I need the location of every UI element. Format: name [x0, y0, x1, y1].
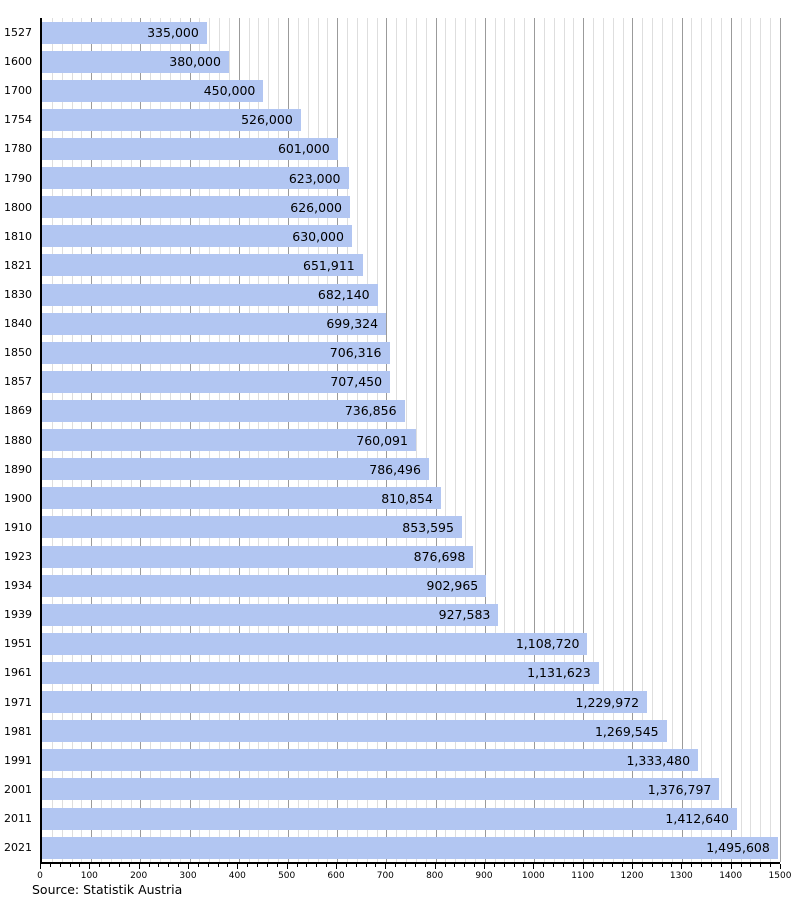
population-bar [42, 196, 350, 218]
x-minor-tick [129, 864, 130, 867]
x-minor-tick [70, 864, 71, 867]
population-bar [42, 691, 647, 713]
year-label: 1821 [4, 258, 32, 272]
year-label: 1890 [4, 462, 32, 476]
x-minor-tick [445, 864, 446, 867]
year-label: 1934 [4, 579, 32, 593]
bar-row [4, 47, 780, 76]
year-label: 1754 [4, 113, 32, 127]
x-tick-label: 1200 [620, 871, 644, 881]
x-minor-tick [602, 864, 603, 867]
population-bar [42, 371, 390, 393]
year-label: 2011 [4, 812, 32, 825]
x-tick-label: 1400 [719, 871, 743, 881]
population-bar [42, 284, 378, 306]
x-tick-label: 1500 [768, 871, 792, 881]
bar-value-label: 630,000 [292, 228, 344, 244]
year-label: 1991 [4, 753, 32, 767]
bar-value-label: 1,376,797 [647, 781, 712, 797]
bar-row [4, 164, 780, 193]
population-bar [42, 662, 599, 684]
year-label: 1971 [4, 695, 32, 709]
x-minor-tick [99, 864, 100, 867]
bar-value-label: 380,000 [169, 54, 221, 70]
x-minor-tick [375, 864, 376, 867]
year-label: 1600 [4, 55, 32, 69]
x-major-tick [533, 864, 534, 869]
x-minor-tick [671, 864, 672, 867]
bar-value-label: 1,333,480 [626, 752, 691, 768]
population-bar [42, 778, 719, 800]
x-minor-tick [208, 864, 209, 867]
x-minor-tick [563, 864, 564, 867]
x-minor-tick [366, 864, 367, 867]
x-minor-tick [701, 864, 702, 867]
population-bar [42, 80, 263, 102]
bar-value-label: 902,965 [426, 578, 479, 594]
bar-value-label: 623,000 [288, 170, 341, 186]
population-bar [42, 167, 349, 189]
x-minor-tick [741, 864, 742, 867]
x-tick-label: 1100 [571, 871, 595, 881]
x-tick-label: 600 [327, 871, 345, 881]
x-tick-label: 1000 [521, 871, 545, 881]
x-minor-tick [612, 864, 613, 867]
x-minor-tick [543, 864, 544, 867]
bar-row [4, 18, 780, 47]
x-minor-tick [523, 864, 524, 867]
bar-row [4, 804, 780, 833]
bar-value-label: 736,856 [344, 403, 397, 419]
population-bar [42, 342, 390, 364]
x-major-tick [435, 864, 436, 869]
x-major-tick [385, 864, 386, 869]
x-major-tick [780, 864, 781, 869]
bar-value-label: 1,108,720 [515, 636, 580, 652]
bar-row [4, 222, 780, 251]
bar-value-label: 699,324 [326, 316, 379, 332]
bar-value-label: 1,131,623 [527, 665, 591, 681]
bar-row [4, 775, 780, 804]
year-label: 1700 [4, 84, 32, 98]
bar-row [4, 542, 780, 571]
x-tick-label: 800 [426, 871, 444, 881]
x-minor-tick [711, 864, 712, 867]
bar-value-label: 707,450 [330, 374, 383, 390]
x-minor-tick [60, 864, 61, 867]
x-tick-label: 200 [130, 871, 148, 881]
year-label: 1840 [4, 317, 32, 331]
x-minor-tick [425, 864, 426, 867]
x-minor-tick [50, 864, 51, 867]
bar-row [4, 338, 780, 367]
x-minor-tick [346, 864, 347, 867]
bar-row [4, 396, 780, 425]
x-minor-tick [662, 864, 663, 867]
x-minor-tick [247, 864, 248, 867]
x-major-tick [89, 864, 90, 869]
x-minor-tick [652, 864, 653, 867]
x-major-tick [287, 864, 288, 869]
year-label: 1961 [4, 666, 32, 680]
bar-value-label: 1,412,640 [665, 811, 730, 826]
x-major-tick [583, 864, 584, 869]
x-minor-tick [395, 864, 396, 867]
population-bar [42, 546, 473, 568]
bar-row [4, 105, 780, 134]
x-major-tick [484, 864, 485, 869]
bar-value-label: 927,583 [438, 607, 491, 623]
x-minor-tick [750, 864, 751, 867]
x-minor-tick [356, 864, 357, 867]
bar-row [4, 455, 780, 484]
x-minor-tick [267, 864, 268, 867]
population-bar [42, 138, 338, 160]
x-minor-tick [553, 864, 554, 867]
year-label: 1790 [4, 171, 32, 185]
x-minor-tick [593, 864, 594, 867]
x-minor-tick [721, 864, 722, 867]
population-bar [42, 516, 462, 538]
x-minor-tick [464, 864, 465, 867]
population-bar [42, 51, 229, 73]
x-minor-tick [168, 864, 169, 867]
bar-row [4, 426, 780, 455]
x-minor-tick [573, 864, 574, 867]
year-label: 1850 [4, 346, 32, 360]
population-bar [42, 109, 301, 131]
x-minor-tick [306, 864, 307, 867]
x-major-tick [40, 864, 41, 869]
bar-value-label: 1,269,545 [594, 723, 659, 739]
population-bar [42, 225, 352, 247]
x-minor-tick [474, 864, 475, 867]
year-label: 1939 [4, 608, 32, 622]
year-label: 1923 [4, 550, 32, 564]
bar-rows [4, 18, 780, 862]
bar-value-label: 760,091 [356, 432, 408, 448]
year-label: 1810 [4, 229, 32, 243]
year-label: 1527 [4, 26, 32, 40]
x-tick-label: 900 [475, 871, 493, 881]
bar-value-label: 651,911 [303, 257, 355, 273]
x-major-tick [139, 864, 140, 869]
x-minor-tick [119, 864, 120, 867]
x-tick-label: 500 [278, 871, 296, 881]
x-tick-label: 100 [80, 871, 98, 881]
bar-value-label: 601,000 [277, 141, 330, 157]
x-minor-tick [158, 864, 159, 867]
year-label: 1780 [4, 142, 32, 156]
x-minor-tick [257, 864, 258, 867]
x-tick-label: 700 [376, 871, 394, 881]
x-minor-tick [415, 864, 416, 867]
year-label: 1900 [4, 491, 32, 505]
population-bar [42, 604, 498, 626]
bar-value-label: 682,140 [317, 287, 370, 303]
bar-value-label: 706,316 [329, 345, 382, 361]
x-tick-label: 400 [228, 871, 246, 881]
gridline-major [780, 18, 781, 862]
year-label: 2001 [4, 782, 32, 796]
x-minor-tick [149, 864, 150, 867]
x-minor-tick [79, 864, 80, 867]
x-minor-tick [504, 864, 505, 867]
bar-value-label: 810,854 [381, 490, 433, 506]
x-minor-tick [405, 864, 406, 867]
bar-value-label: 526,000 [241, 112, 293, 128]
x-tick-label: 1300 [669, 871, 693, 881]
bar-value-label: 450,000 [203, 83, 256, 99]
x-minor-tick [297, 864, 298, 867]
population-bar [42, 633, 587, 655]
x-minor-tick [277, 864, 278, 867]
bar-row [4, 309, 780, 338]
x-minor-tick [514, 864, 515, 867]
bar-value-label: 626,000 [290, 199, 342, 215]
bar-row [4, 251, 780, 280]
bar-row [4, 833, 780, 862]
population-bar [42, 313, 386, 335]
population-bar [42, 458, 429, 480]
x-minor-tick [494, 864, 495, 867]
year-label: 1981 [4, 724, 32, 738]
x-major-tick [237, 864, 238, 869]
x-minor-tick [178, 864, 179, 867]
x-minor-tick [316, 864, 317, 867]
bar-row [4, 658, 780, 687]
x-minor-tick [454, 864, 455, 867]
population-bar [42, 487, 441, 509]
bar-row [4, 484, 780, 513]
year-label: 1800 [4, 200, 32, 214]
x-minor-tick [109, 864, 110, 867]
source-caption: Source: Statistik Austria [32, 882, 183, 897]
year-label: 1869 [4, 404, 32, 418]
x-minor-tick [198, 864, 199, 867]
plot-area [4, 18, 780, 864]
bar-row [4, 193, 780, 222]
bar-row [4, 280, 780, 309]
year-label: 1857 [4, 375, 32, 389]
bar-value-label: 876,698 [413, 549, 466, 565]
population-bar [42, 400, 405, 422]
x-major-tick [632, 864, 633, 869]
population-bar [42, 808, 737, 830]
x-minor-tick [218, 864, 219, 867]
x-minor-tick [691, 864, 692, 867]
year-label: 1910 [4, 520, 32, 534]
x-tick-label: 0 [37, 871, 43, 881]
x-major-tick [731, 864, 732, 869]
x-minor-tick [642, 864, 643, 867]
x-major-tick [336, 864, 337, 869]
bar-value-label: 1,495,608 [706, 840, 770, 856]
population-bar [42, 720, 667, 742]
x-tick-label: 300 [179, 871, 197, 881]
bar-row [4, 367, 780, 396]
bar-row [4, 134, 780, 163]
bar-value-label: 335,000 [147, 25, 199, 41]
bar-row [4, 746, 780, 775]
x-minor-tick [770, 864, 771, 867]
population-bar [42, 22, 207, 44]
bar-row [4, 629, 780, 658]
bar-value-label: 1,229,972 [575, 694, 640, 710]
x-major-tick [188, 864, 189, 869]
x-minor-tick [227, 864, 228, 867]
bar-value-label: 853,595 [402, 519, 454, 535]
year-label: 2021 [4, 841, 32, 855]
x-minor-tick [622, 864, 623, 867]
bar-row [4, 688, 780, 717]
bar-value-label: 786,496 [369, 461, 421, 477]
bar-row [4, 76, 780, 105]
x-major-tick [681, 864, 682, 869]
bar-row [4, 513, 780, 542]
population-bar [42, 575, 486, 597]
population-bar [42, 749, 698, 771]
population-bar [42, 837, 778, 859]
bar-row [4, 571, 780, 600]
bar-row [4, 717, 780, 746]
population-bar [42, 254, 363, 276]
year-label: 1830 [4, 288, 32, 302]
x-minor-tick [760, 864, 761, 867]
bar-row [4, 600, 780, 629]
x-minor-tick [326, 864, 327, 867]
year-label: 1951 [4, 637, 32, 651]
year-label: 1880 [4, 433, 32, 447]
population-bar [42, 429, 416, 451]
